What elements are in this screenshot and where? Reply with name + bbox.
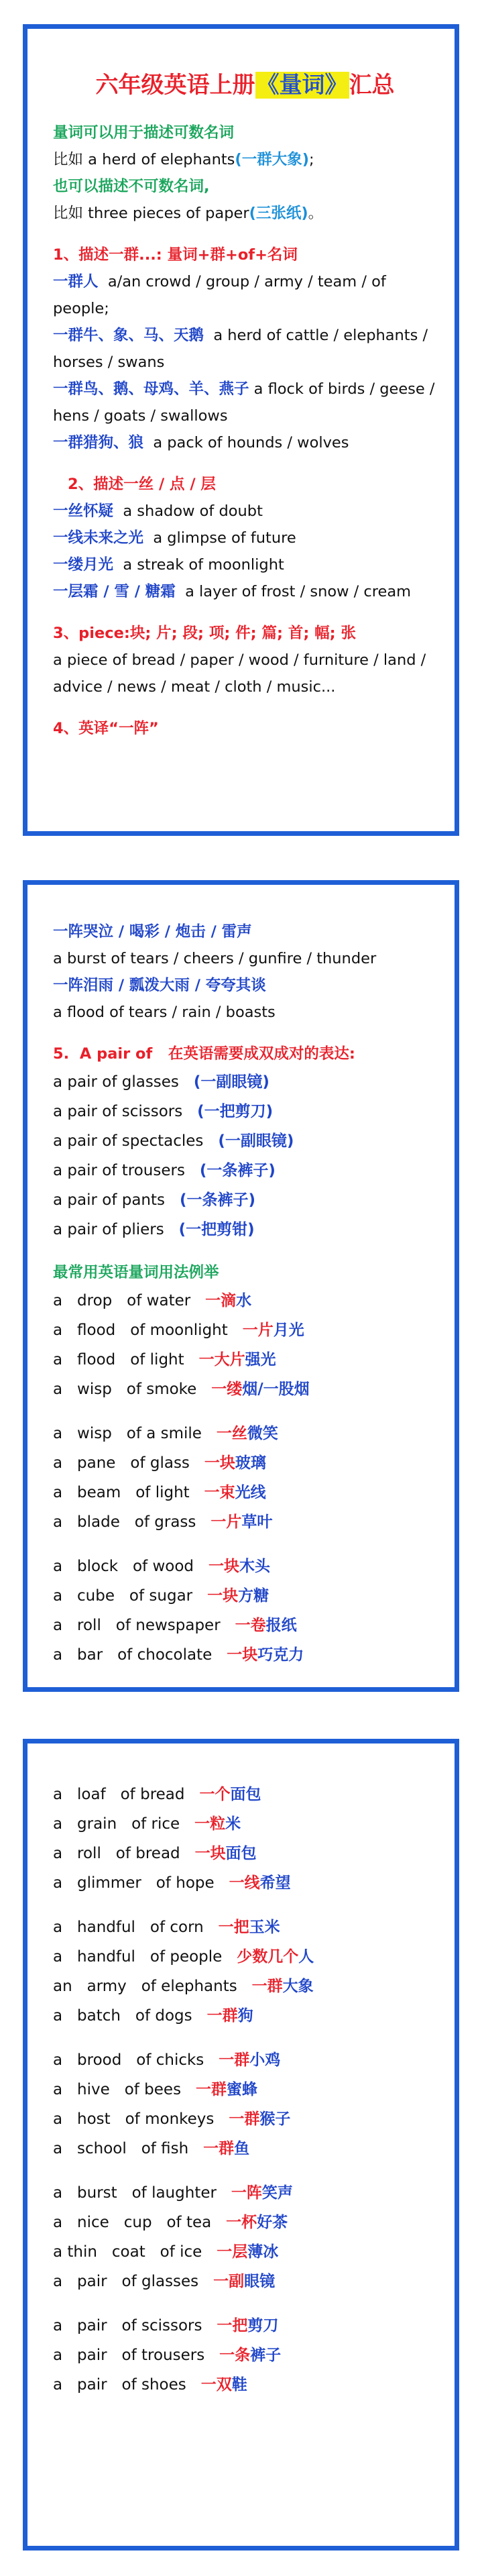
section-1-row [53,268,437,322]
pair-cn: (一副眼镜) [218,1132,294,1150]
phrase-en: a brood of chicks [53,2051,204,2069]
phrase-noun-cn: 人 [298,1948,314,1966]
pair-cn: (一条裤子) [179,1191,255,1209]
pair-item [53,1215,437,1244]
phrase-noun-cn: 光线 [235,1484,266,1501]
phrase-noun-cn: 微笑 [247,1425,278,1442]
phrase-en: a bar of chocolate [53,1646,213,1664]
phrase-measure-cn: 一层 [217,2243,248,2261]
intro-line-2 [53,146,437,173]
phrase-row [53,1419,437,1448]
phrase-en: a loaf of bread [53,1786,185,1803]
phrase-en: a pair of scissors [53,2317,202,2334]
section-5-number: 5. [53,1045,70,1063]
phrase-noun-cn: 木头 [239,1558,270,1575]
section-1-row [53,429,437,456]
pair-en: a pair of spectacles [53,1132,204,1150]
row-en: a pack of hounds / wolves [153,434,349,451]
section-2-row [53,498,437,525]
phrase-measure-cn: 少数几个 [237,1948,299,1966]
phrase-measure-cn: 一副 [213,2273,245,2290]
phrase-en: a handful of corn [53,1919,204,1936]
phrase-group [53,1913,437,2031]
phrase-en: a pane of glass [53,1454,190,1472]
phrase-measure-cn: 一把 [217,2317,248,2334]
intro-example2-en: 比如 three pieces of paper [53,205,249,222]
phrase-en: a beam of light [53,1484,190,1501]
row-en: a streak of moonlight [123,556,284,574]
phrase-noun-cn: 巧克力 [257,1646,304,1664]
title-prefix: 六年级英语上册 [95,72,255,99]
section-5-heading [53,1040,437,1067]
row-cn: 一缕月光 [53,556,114,574]
row-cn: 一线未来之光 [53,529,144,547]
phrase-row [53,1809,437,1839]
phrase-measure-cn: 一条 [219,2347,251,2364]
intro-example-en: 比如 a herd of elephants [53,151,235,168]
phrase-group [53,1780,437,1898]
pair-en: a pair of pants [53,1191,166,1209]
phrase-measure-cn: 一大片 [198,1351,245,1368]
intro-example-cn: (一群大象) [235,151,309,168]
section-2-row [53,578,437,605]
phrase-measure-cn: 一缕 [211,1381,243,1398]
phrase-noun-cn: 月光 [273,1322,304,1339]
phrase-row [53,2208,437,2237]
phrase-measure-cn: 一块 [208,1558,239,1575]
row-cn: 一群人 [53,273,99,290]
phrase-noun-cn: 强光 [245,1351,276,1368]
phrase-noun-cn: 玉米 [249,1919,280,1936]
phrase-en: a roll of newspaper [53,1617,221,1634]
phrase-en: a roll of bread [53,1845,180,1862]
section-2-row [53,525,437,551]
phrase-noun-cn: 玻璃 [235,1454,266,1472]
phrase-en: a pair of glasses [53,2273,199,2290]
phrase-row [53,2001,437,2031]
phrase-row [53,1552,437,1581]
phrase-measure-cn: 一滴 [205,1292,237,1309]
phrase-row [53,1286,437,1316]
phrase-measure-cn: 一块 [194,1845,226,1862]
burst-cn: 一阵哭泣 / 喝彩 / 炮击 / 雷声 [53,923,252,941]
phrase-noun-cn: 薄冰 [247,2243,279,2261]
pair-cn: (一条裤子) [199,1162,276,1179]
card-quantifier-examples [23,1739,459,2551]
phrase-en: a cube of sugar [53,1587,193,1605]
phrase-noun-cn: 米 [225,1815,241,1833]
phrase-row [53,1913,437,1942]
intro-line-3: 也可以描述不可数名词, [53,178,210,195]
phrase-noun-cn: 蜜蜂 [227,2081,257,2098]
pair-en: a pair of trousers [53,1162,185,1179]
phrase-group [53,2311,437,2400]
phrase-en: a nice cup of tea [53,2214,212,2231]
pair-item [53,1126,437,1156]
phrase-group [53,1419,437,1537]
phrase-row [53,2237,437,2267]
phrase-en: a wisp of a smile [53,1425,202,1442]
phrase-noun-cn: 狗 [237,2007,253,2025]
pair-cn: (一副眼镜) [193,1073,269,1091]
phrase-measure-cn: 一群 [229,2110,260,2128]
phrase-noun-cn: 眼镜 [244,2273,276,2290]
phrase-measure-cn: 一线 [229,1874,260,1892]
phrase-noun-cn: 大象 [282,1978,314,1995]
phrase-en: a blade of grass [53,1513,196,1531]
phrase-en: a wisp of smoke [53,1381,197,1398]
phrase-en: a flood of light [53,1351,184,1368]
phrase-noun-cn: 鱼 [234,2140,250,2157]
section-2-heading: 2、描述一丝 / 点 / 层 [68,476,216,493]
common-heading: 最常用英语量词用法例举 [53,1264,219,1281]
phrase-measure-cn: 一片 [210,1513,242,1531]
card-quantifier-pairs [23,880,459,1692]
pair-cn: (一把剪刀) [197,1103,274,1120]
section-5-cn: 在英语需要成双成对的表达: [168,1045,355,1063]
phrase-measure-cn: 一卷 [235,1617,266,1634]
phrase-row [53,2370,437,2400]
phrase-measure-cn: 一群 [251,1978,283,1995]
phrase-en: a school of fish [53,2140,189,2157]
row-en: a herd of cattle / elephants / horses / swans [53,327,428,371]
phrase-measure-cn: 一个 [199,1786,231,1803]
phrase-en: a drop of water [53,1292,191,1309]
pair-en: a pair of glasses [53,1073,179,1091]
phrase-en: a batch of dogs [53,2007,192,2025]
phrase-measure-cn: 一群 [206,2007,238,2025]
phrase-measure-cn: 一阵 [231,2184,262,2202]
row-en: a flock of birds / geese / hens / goats / swallows [53,380,435,425]
phrase-measure-cn: 一粒 [194,1815,226,1833]
pair-item [53,1097,437,1126]
section-2-row [53,551,437,578]
phrase-en: a flood of moonlight [53,1322,228,1339]
phrase-noun-cn: 笑声 [261,2184,293,2202]
row-en: a shadow of doubt [123,502,263,520]
section-1-heading: 1、描述一群...: 量词+群+of+名词 [53,246,298,264]
phrase-group [53,2045,437,2163]
flood-en: a flood of tears / rain / boasts [53,1004,276,1021]
intro-example2-end: 。 [308,205,324,222]
row-cn: 一群牛、象、马、天鹅 [53,327,204,344]
phrase-noun-cn: 烟/一股烟 [242,1381,310,1398]
phrase-group [53,1286,437,1404]
phrase-row [53,1942,437,1972]
phrase-row [53,1868,437,1898]
section-1-row [53,322,437,376]
pair-item [53,1156,437,1185]
phrase-noun-cn: 小鸡 [249,2051,281,2069]
phrase-row [53,1611,437,1640]
phrase-measure-cn: 一群 [219,2051,250,2069]
phrase-measure-cn: 一双 [200,2376,232,2394]
intro-example2-cn: (三张纸) [249,205,308,222]
phrase-noun-cn: 水 [236,1292,252,1309]
phrase-row [53,1972,437,2001]
phrase-row [53,1316,437,1345]
phrase-row [53,1375,437,1404]
section-4-heading: 4、英译“一阵” [53,720,159,737]
row-en: a glimpse of future [153,529,296,547]
title-highlight: 《量词》 [256,72,348,99]
phrase-noun-cn: 猴子 [259,2110,291,2128]
phrase-noun-cn: 希望 [259,1874,291,1892]
pair-en: a pair of pliers [53,1221,164,1238]
phrase-noun-cn: 面包 [230,1786,261,1803]
phrase-measure-cn: 一群 [203,2140,235,2157]
page-title [53,66,437,99]
phrase-row [53,1581,437,1611]
phrase-noun-cn: 好茶 [257,2214,288,2231]
intro-line-1: 量词可以用于描述可数名词 [53,124,235,142]
phrase-en: a pair of trousers [53,2347,205,2364]
phrase-noun-cn: 面包 [225,1845,257,1862]
phrase-row [53,2104,437,2134]
title-suffix: 汇总 [349,72,395,99]
pair-item [53,1067,437,1097]
row-en: a/an crowd / group / army / team / of people; [53,273,386,317]
phrase-en: a grain of rice [53,1815,180,1833]
flood-cn: 一阵泪雨 / 瓢泼大雨 / 夸夸其谈 [53,977,266,994]
phrase-en: a handful of people [53,1948,223,1966]
phrase-row [53,2341,437,2370]
phrase-row [53,1478,437,1507]
phrase-measure-cn: 一把 [218,1919,249,1936]
intro-line-4 [53,200,437,227]
phrase-row [53,1780,437,1809]
phrase-noun-cn: 草叶 [241,1513,273,1531]
phrase-measure-cn: 一丝 [216,1425,247,1442]
phrase-measure-cn: 一束 [204,1484,235,1501]
pair-cn: (一把剪钳) [178,1221,255,1238]
row-en: a layer of frost / snow / cream [185,583,412,600]
phrase-noun-cn: 鞋 [231,2376,247,2394]
phrase-row [53,1345,437,1375]
pair-en: a pair of scissors [53,1103,183,1120]
row-cn: 一群鸟、鹅、母鸡、羊、燕子 [53,380,249,398]
burst-en: a burst of tears / cheers / gunfire / thunder [53,950,377,967]
phrase-row [53,1839,437,1868]
phrase-en: a burst of laughter [53,2184,217,2202]
phrase-row [53,2045,437,2075]
phrase-row [53,1448,437,1478]
phrase-row [53,2178,437,2208]
phrase-en: an army of elephants [53,1978,237,1995]
phrase-measure-cn: 一杯 [226,2214,257,2231]
section-3-heading: 3、piece:块; 片; 段; 项; 件; 篇; 首; 幅; 张 [53,625,356,642]
intro-example-end: ; [308,151,314,168]
row-cn: 一群猎狗、狼 [53,434,144,451]
phrase-en: a glimmer of hope [53,1874,215,1892]
phrase-en: a block of wood [53,1558,194,1575]
phrase-en: a pair of shoes [53,2376,186,2394]
section-3-body: a piece of bread / paper / wood / furniture / land / advice / news / meat / cloth / music... [53,651,426,696]
phrase-measure-cn: 一块 [227,1646,258,1664]
phrase-noun-cn: 方糖 [238,1587,269,1605]
phrase-measure-cn: 一块 [207,1587,239,1605]
row-cn: 一丝怀疑 [53,502,114,520]
card-quantifier-intro [23,24,459,836]
phrase-group [53,1552,437,1670]
phrase-row [53,2075,437,2104]
phrase-row [53,2134,437,2163]
section-5-en: A pair of [79,1045,153,1063]
phrase-measure-cn: 一片 [242,1322,274,1339]
pairs-list [53,1067,437,1244]
phrase-measure-cn: 一块 [204,1454,235,1472]
phrase-row [53,2311,437,2341]
phrase-noun-cn: 裤子 [250,2347,282,2364]
section-1-row [53,376,437,429]
phrase-noun-cn: 剪刀 [247,2317,279,2334]
phrase-en: a hive of bees [53,2081,182,2098]
phrase-measure-cn: 一群 [196,2081,227,2098]
pair-item [53,1185,437,1215]
phrase-group [53,2178,437,2296]
phrase-row [53,2267,437,2296]
phrase-row [53,1640,437,1670]
phrase-noun-cn: 报纸 [265,1617,297,1634]
row-cn: 一层霜 / 雪 / 糖霜 [53,583,176,600]
phrase-en: a host of monkeys [53,2110,215,2128]
phrase-row [53,1507,437,1537]
phrase-en: a thin coat of ice [53,2243,202,2261]
